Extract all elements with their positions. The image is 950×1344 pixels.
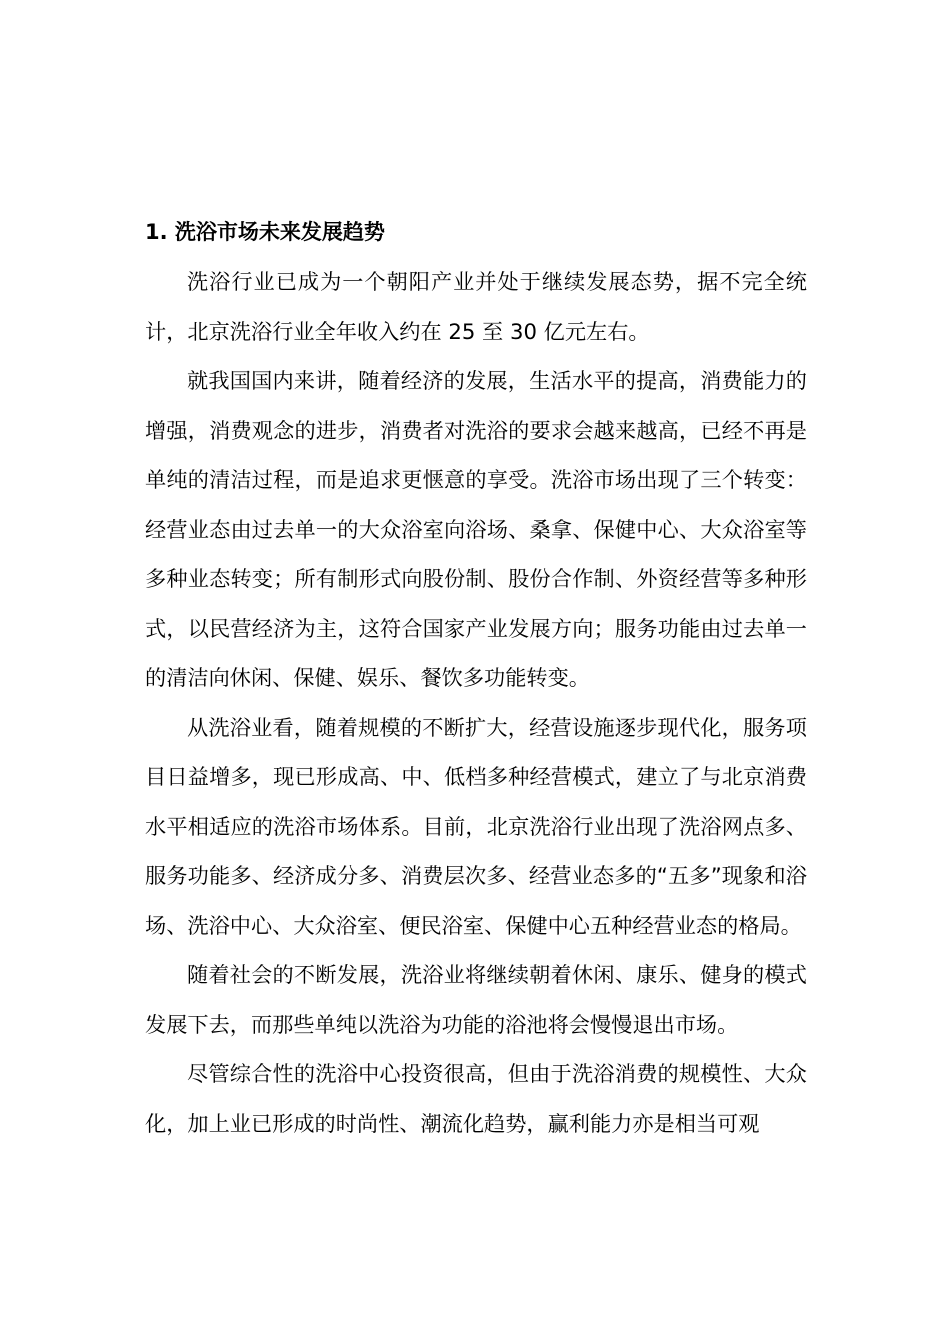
paragraph-beijing-market-system: 从洗浴业看，随着规模的不断扩大，经营设施逐步现代化，服务项目日益增多，现已形成高、中、低档多种经营模式，建立了与北京消费水平相适应的洗浴市场体系。目前，北京洗浴行业出现了洗浴网点多、服务功能多、经济成分多、消费层次多、经营业态多的“五多”现象和浴场、洗浴中心、大众浴室、便民浴室、保健中心五种经营业态的格局。 — [145, 714, 807, 938]
paragraph-future-direction: 随着社会的不断发展，洗浴业将继续朝着休闲、康乐、健身的模式发展下去，而那些单纯以洗浴为功能的浴池将会慢慢退出市场。 — [145, 962, 807, 1037]
paragraph-profitability: 尽管综合性的洗浴中心投资很高，但由于洗浴消费的规模性、大众化，加上业已形成的时尚性、潮流化趋势，赢利能力亦是相当可观 — [145, 1061, 807, 1136]
paragraph-three-transformations: 就我国国内来讲，随着经济的发展，生活水平的提高，消费能力的增强，消费观念的进步，消费者对洗浴的要求会越来越高，已经不再是单纯的清洁过程，而是追求更惬意的享受。洗浴市场出现了三个转变：经营业态由过去单一的大众浴室向浴场、桑拿、保健中心、大众浴室等多种业态转变；所有制形式向股份制、股份合作制、外资经营等多种形式，以民营经济为主，这符合国家产业发展方向；服务功能由过去单一的清洁向休闲、保健、娱乐、餐饮多功能转变。 — [145, 368, 807, 690]
document-body — [145, 208, 807, 1148]
section-heading: 1. 洗浴市场未来发展趋势 — [145, 220, 385, 244]
paragraph-industry-revenue: 洗浴行业已成为一个朝阳产业并处于继续发展态势，据不完全统计，北京洗浴行业全年收入约在 25 至 30 亿元左右。 — [145, 269, 807, 344]
